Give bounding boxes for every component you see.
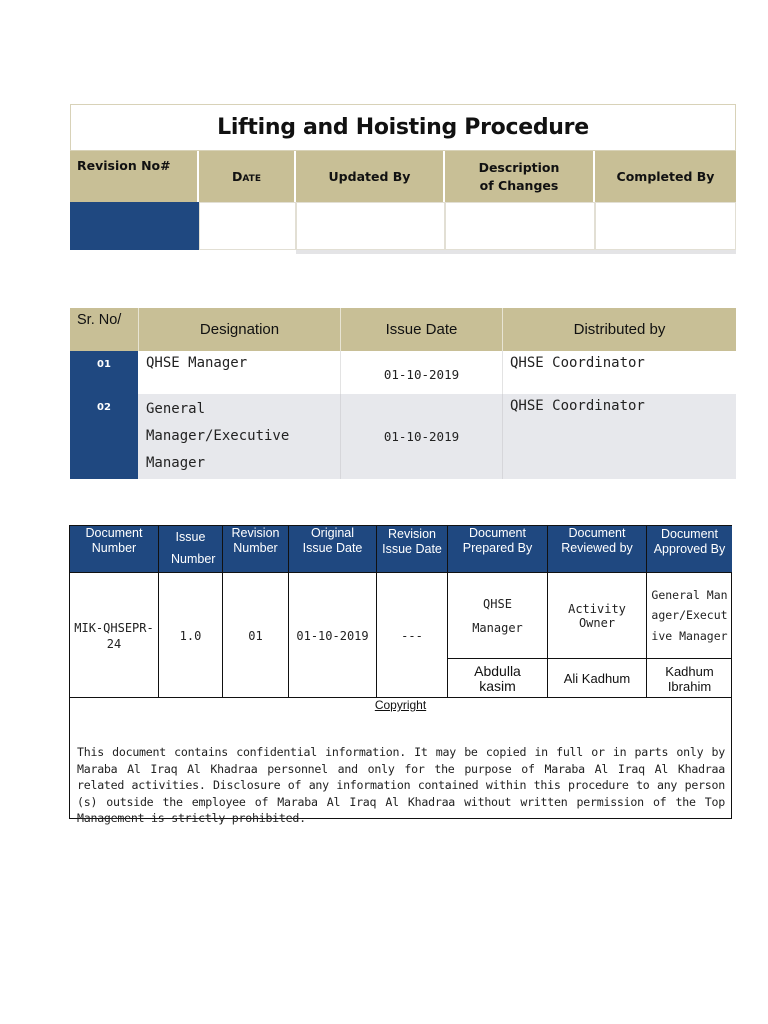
updated-by-header: Updated By — [296, 151, 445, 202]
date-cell — [199, 202, 296, 250]
revision-number-value: 01 — [223, 572, 289, 698]
distributed-by-header: Distributed by — [502, 308, 736, 351]
approved-role-value: General Manager/Executive Manager — [647, 572, 732, 658]
original-issue-date-value: 01-10-2019 — [289, 572, 377, 698]
reviewed-by-header: Document Reviewed by — [548, 526, 647, 572]
date-header: Date — [199, 151, 296, 202]
sr-no-cell: 02 — [70, 394, 138, 479]
revision-no-cell — [70, 202, 199, 250]
designation-cell: General Manager/Executive Manager — [138, 394, 340, 479]
approved-name-value: Kadhum Ibrahim — [647, 658, 732, 698]
issue-date-cell: 01-10-2019 — [340, 394, 502, 479]
reviewed-name-value: Ali Kadhum — [548, 658, 647, 698]
revision-number-header: Revision Number — [223, 526, 289, 572]
revision-issue-date-value: --- — [377, 572, 448, 698]
reviewed-role-value: Activity Owner — [548, 572, 647, 658]
procedure-title: Lifting and Hoisting Procedure — [70, 104, 736, 151]
prepared-by-header: Document Prepared By — [448, 526, 548, 572]
revision-issue-date-header: Revision Issue Date — [377, 526, 448, 572]
completed-by-header: Completed By — [595, 151, 736, 202]
document-number-value: MIK-QHSEPR-24 — [70, 572, 159, 698]
prepared-role-value: QHSE Manager — [448, 572, 548, 658]
distributed-by-cell: QHSE Coordinator — [502, 351, 736, 394]
designation-cell: QHSE Manager — [138, 351, 340, 394]
description-cell — [445, 202, 595, 250]
approved-by-header: Document Approved By — [647, 526, 732, 572]
issue-date-header: Issue Date — [340, 308, 502, 351]
completed-by-cell — [595, 202, 736, 250]
copyright-heading: Copyright — [374, 698, 427, 712]
description-header: Description of Changes — [445, 151, 595, 202]
issue-date-cell: 01-10-2019 — [340, 351, 502, 394]
sr-no-header: Sr. No/ — [70, 308, 138, 351]
updated-by-cell — [296, 202, 445, 250]
document-number-header: Document Number — [70, 526, 159, 572]
issue-number-header: Issue Number — [159, 526, 223, 572]
sr-no-cell: 01 — [70, 351, 138, 394]
designation-header: Designation — [138, 308, 340, 351]
distributed-by-cell: QHSE Coordinator — [502, 394, 736, 479]
revision-no-header: Revision No# — [70, 151, 199, 202]
prepared-name-value: Abdulla kasim — [448, 658, 548, 698]
original-issue-date-header: Original Issue Date — [289, 526, 377, 572]
document-control-table — [69, 525, 732, 825]
revision-table-shadow — [296, 250, 736, 254]
copyright-text: This document contains confidential information. It may be copied in full or in parts only by Maraba Al Iraq Al Khadraa personnel and only for the purpose of Maraba Al Iraq Al Khadraa related activities. Disclosure of any information contained within this procedure to any person (s) outside the employee of Maraba Al Iraq Al Khadraa without written permission of the Top Management is strictly prohibited. — [77, 745, 725, 825]
issue-number-value: 1.0 — [159, 572, 223, 698]
